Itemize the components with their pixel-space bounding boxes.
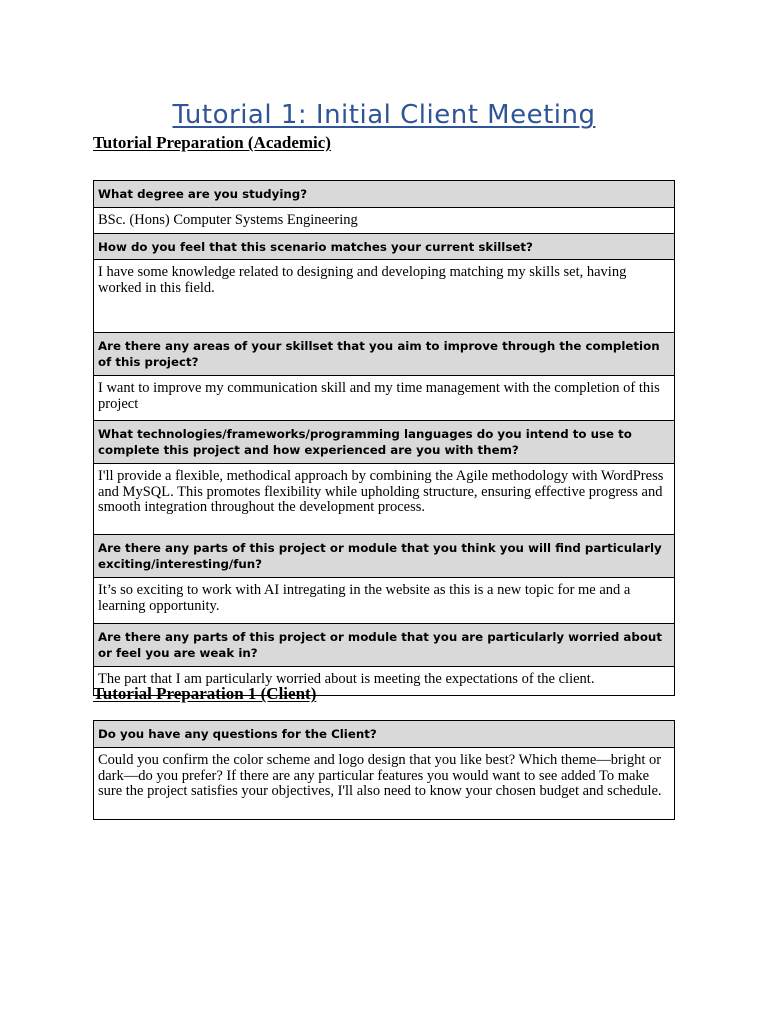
question-exciting-parts: Are there any parts of this project or module that you think you will find particularly exciting/interesting/fun?	[94, 535, 674, 578]
answer-skills-to-improve: I want to improve my communication skill and my time management with the completion of this project	[94, 376, 674, 421]
answer-exciting-parts: It’s so exciting to work with AI intregating in the website as this is a new topic for me and a learning opportunity.	[94, 578, 674, 624]
question-degree: What degree are you studying?	[94, 181, 674, 208]
answer-skillset-match: I have some knowledge related to designing and developing matching my skills set, having worked in this field.	[94, 260, 674, 333]
answer-client: Could you confirm the color scheme and logo design that you like best? Which theme—bright or dark—do you prefer? If there are any particular features you would want to see added To make sure the project satisfies your objectives, I'll also need to know your chosen budget and schedule.	[94, 748, 674, 819]
question-client: Do you have any questions for the Client?	[94, 721, 674, 748]
client-section-heading: Tutorial Preparation 1 (Client)	[93, 684, 317, 703]
answer-degree: BSc. (Hons) Computer Systems Engineering	[94, 208, 674, 234]
answer-worried-parts: The part that I am particularly worried about is meeting the expectations of the client.	[94, 667, 674, 695]
question-skillset-match: How do you feel that this scenario matches your current skillset?	[94, 234, 674, 260]
academic-section-heading: Tutorial Preparation (Academic)	[93, 133, 331, 152]
answer-technologies: I'll provide a flexible, methodical approach by combining the Agile methodology with WordPress and MySQL. This promotes flexibility while upholding structure, ensuring effective progress and smooth integration throughout the development process.	[94, 464, 674, 535]
client-qa-table	[93, 720, 675, 820]
question-technologies: What technologies/frameworks/programming languages do you intend to use to complete this project and how experienced are you with them?	[94, 421, 674, 464]
page-title: Tutorial 1: Initial Client Meeting	[172, 100, 596, 130]
question-skills-to-improve: Are there any areas of your skillset that you aim to improve through the completion of this project?	[94, 333, 674, 376]
academic-qa-table	[93, 180, 675, 696]
question-worried-parts: Are there any parts of this project or module that you are particularly worried about or feel you are weak in?	[94, 624, 674, 667]
